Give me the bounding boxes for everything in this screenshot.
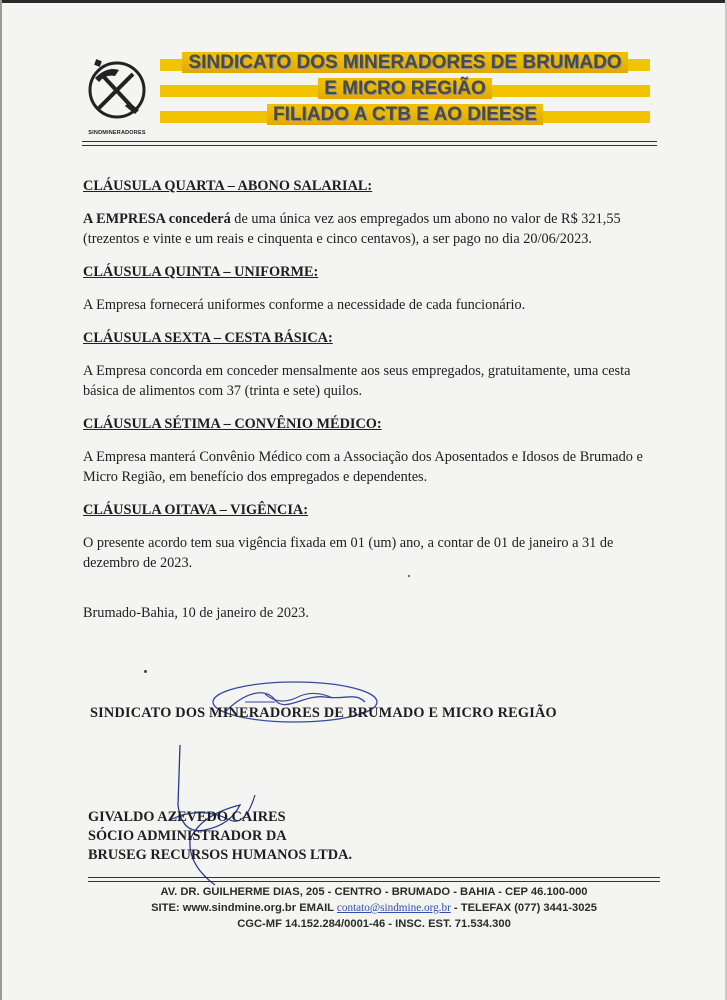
clause-text-quarta	[83, 209, 661, 249]
place-date: Brumado-Bahia, 10 de janeiro de 2023.	[83, 605, 309, 621]
page-top-edge	[0, 0, 727, 3]
footer-registry: CGC-MF 14.152.284/0001-46 - INSC. EST. 71.534.300	[237, 918, 511, 930]
clause-title-sexta: CLÁUSULA SEXTA – CESTA BÁSICA:	[83, 330, 333, 346]
clause-quarta-body: de uma única vez aos empregados um abono no valor de R$ 321,55 (trezentos e vinte e um reais e cinquenta e cinco centavos), a ser pago no dia 20/06/2023.	[83, 211, 621, 247]
scan-speck	[144, 670, 147, 673]
clause-title-quinta: CLÁUSULA QUINTA – UNIFORME:	[83, 264, 319, 280]
document-body	[83, 176, 661, 573]
footer-phone: - TELEFAX (077) 3441-3025	[453, 902, 597, 914]
representative-block	[88, 808, 352, 865]
clause-text-setima: A Empresa manterá Convênio Médico com a Associação dos Aposentados e Idosos de Brumado e Micro Região, em benefício dos empregados e dependentes.	[83, 449, 643, 485]
union-signatory: SINDICATO DOS MINERADORES DE BRUMADO E MICRO REGIÃO	[90, 705, 557, 721]
page-left-edge	[0, 0, 2, 1000]
org-name-line2: E MICRO REGIÃO	[318, 78, 492, 99]
union-logo	[79, 52, 155, 140]
pickaxe-shovel-icon	[79, 52, 155, 128]
clause-text-sexta: A Empresa concorda em conceder mensalmente aos seus empregados, gratuitamente, uma cesta básica de alimentos com 37 (trinta e sete) quilos.	[83, 363, 631, 399]
footer-rule-top	[88, 877, 660, 878]
org-name-line1: SINDICATO DOS MINERADORES DE BRUMADO	[182, 52, 627, 73]
header-rule-top	[82, 141, 657, 142]
clause-title-quarta: CLÁUSULA QUARTA – ABONO SALARIAL:	[83, 178, 373, 194]
scan-speck	[408, 575, 410, 577]
clause-title-oitava: CLÁUSULA OITAVA – VIGÊNCIA:	[83, 502, 308, 518]
representative-name: GIVALDO AZEVEDO CAIRES	[88, 809, 286, 825]
clause-quarta-lead: A EMPRESA concederá	[83, 211, 231, 227]
footer-rule-bottom	[88, 881, 660, 882]
footer-email-link[interactable]: contato@sindmine.org.br	[336, 902, 451, 914]
letterhead-title	[160, 50, 650, 128]
clause-title-setima: CLÁUSULA SÉTIMA – CONVÊNIO MÉDICO:	[83, 416, 382, 432]
footer-contact	[88, 900, 660, 916]
letterhead-footer	[88, 884, 660, 932]
representative-company: BRUSEG RECURSOS HUMANOS LTDA.	[88, 847, 353, 863]
clause-text-quinta: A Empresa fornecerá uniformes conforme a necessidade de cada funcionário.	[83, 297, 526, 313]
footer-address: AV. DR. GUILHERME DIAS, 205 - CENTRO - BRUMADO - BAHIA - CEP 46.100-000	[160, 886, 588, 898]
logo-caption: SINDMINERADORES	[88, 130, 146, 136]
representative-role: SÓCIO ADMINISTRADOR DA	[88, 828, 287, 844]
org-affiliation-line: FILIADO A CTB E AO DIEESE	[267, 104, 543, 125]
header-rule-bottom	[82, 145, 657, 146]
clause-text-oitava: O presente acordo tem sua vigência fixada em 01 (um) ano, a contar de 01 de janeiro a 31 de dezembro de 2023.	[83, 535, 614, 571]
footer-site: SITE: www.sindmine.org.br EMAIL	[151, 902, 334, 914]
